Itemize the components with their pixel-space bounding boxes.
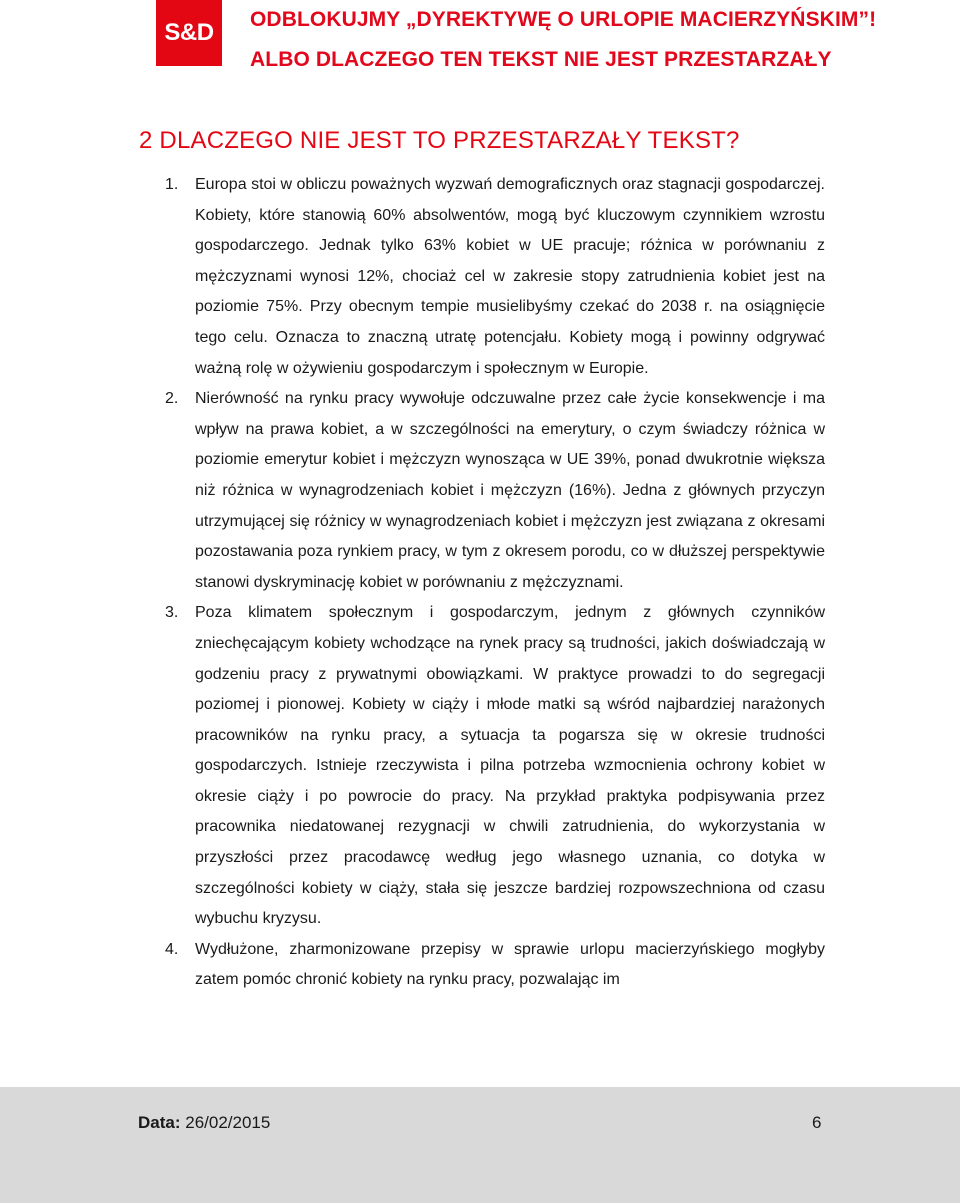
- page-footer: [0, 1087, 960, 1203]
- numbered-list: [165, 170, 825, 996]
- list-item: [165, 598, 825, 935]
- list-item-text: Europa stoi w obliczu poważnych wyzwań demograficznych oraz stagnacji gospodarczej. Kobiety, które stanowią 60% absolwentów, mogą być kluczowym czynnikiem wzrostu gospodarczego. Jednak tylko 63% kobiet w UE pracuje; różnica w porównaniu z mężczyznami wynosi 12%, chociaż cel w zakresie stopy zatrudnienia kobiet jest na poziomie 75%. Przy obecnym tempie musielibyśmy czekać do 2038 r. na osiągnięcie tego celu. Oznacza to znaczną utratę potencjału. Kobiety mogą i powinny odgrywać ważną rolę w ożywieniu gospodarczym i społecznym w Europie.: [195, 176, 825, 377]
- footer-date-label: Data:: [138, 1113, 181, 1132]
- list-item-number: 2.: [165, 390, 179, 408]
- footer-date-value: 26/02/2015: [185, 1113, 271, 1132]
- list-item-number: 1.: [165, 176, 179, 193]
- header-title-line2: ALBO DLACZEGO TEN TEKST NIE JEST PRZESTARZAŁY: [250, 48, 832, 71]
- list-item: [165, 384, 825, 598]
- footer-date: [138, 1113, 270, 1133]
- header-title-line1: ODBLOKUJMY „DYREKTYWĘ O URLOPIE MACIERZYŃSKIM”!: [250, 8, 877, 31]
- list-item-text: Wydłużone, zharmonizowane przepisy w sprawie urlopu macierzyńskiego mogłyby zatem pomóc chronić kobiety na rynku pracy, pozwalając im: [195, 940, 825, 989]
- list-item: [165, 170, 825, 384]
- list-item-text: Poza klimatem społecznym i gospodarczym, jednym z głównych czynników zniechęcającym kobiety wchodzące na rynek pracy są trudności, jakich doświadczają w godzeniu pracy z prywatnymi obowiązkami. W praktyce prowadzi to do segregacji poziomej i pionowej. Kobiety w ciąży i młode matki są wśród najbardziej narażonych pracowników na rynku pracy, a sytuacja ta pogarsza się w okresie trudności gospodarczych. Istnieje rzeczywista i pilna potrzeba wzmocnienia ochrony kobiet w okresie ciąży i po powrocie do pracy. Na przykład praktyka podpisywania przez pracownika niedatowanej rezygnacji w chwili zatrudnienia, do wykorzystania w przyszłości przez pracodawcę według jego własnego uznania, co dotyka w szczególności kobiety w ciąży, stała się jeszcze bardziej rozpowszechniona od czasu wybuchu kryzysu.: [195, 604, 825, 928]
- section-heading: 2 DLACZEGO NIE JEST TO PRZESTARZAŁY TEKST?: [139, 127, 740, 154]
- sd-logo: S&D: [156, 0, 222, 66]
- list-item-text: Nierówność na rynku pracy wywołuje odczuwalne przez całe życie konsekwencje i ma wpływ na prawa kobiet, a w szczególności na emerytury, o czym świadczy różnica w poziomie emerytur kobiet i mężczyzn wynosząca w UE 39%, ponad dwukrotnie większa niż różnica w wynagrodzeniach kobiet i mężczyzn (16%). Jedna z głównych przyczyn utrzymującej się różnicy w wynagrodzeniach kobiet i mężczyzn jest związana z okresami pozostawania poza rynkiem pracy, w tym z okresem porodu, co w dłuższej perspektywie stanowi dyskryminację kobiet w porównaniu z mężczyznami.: [195, 390, 825, 591]
- list-item: [165, 935, 825, 996]
- list-item-number: 4.: [165, 940, 179, 958]
- page-number: 6: [812, 1113, 822, 1132]
- list-item-number: 3.: [165, 604, 179, 622]
